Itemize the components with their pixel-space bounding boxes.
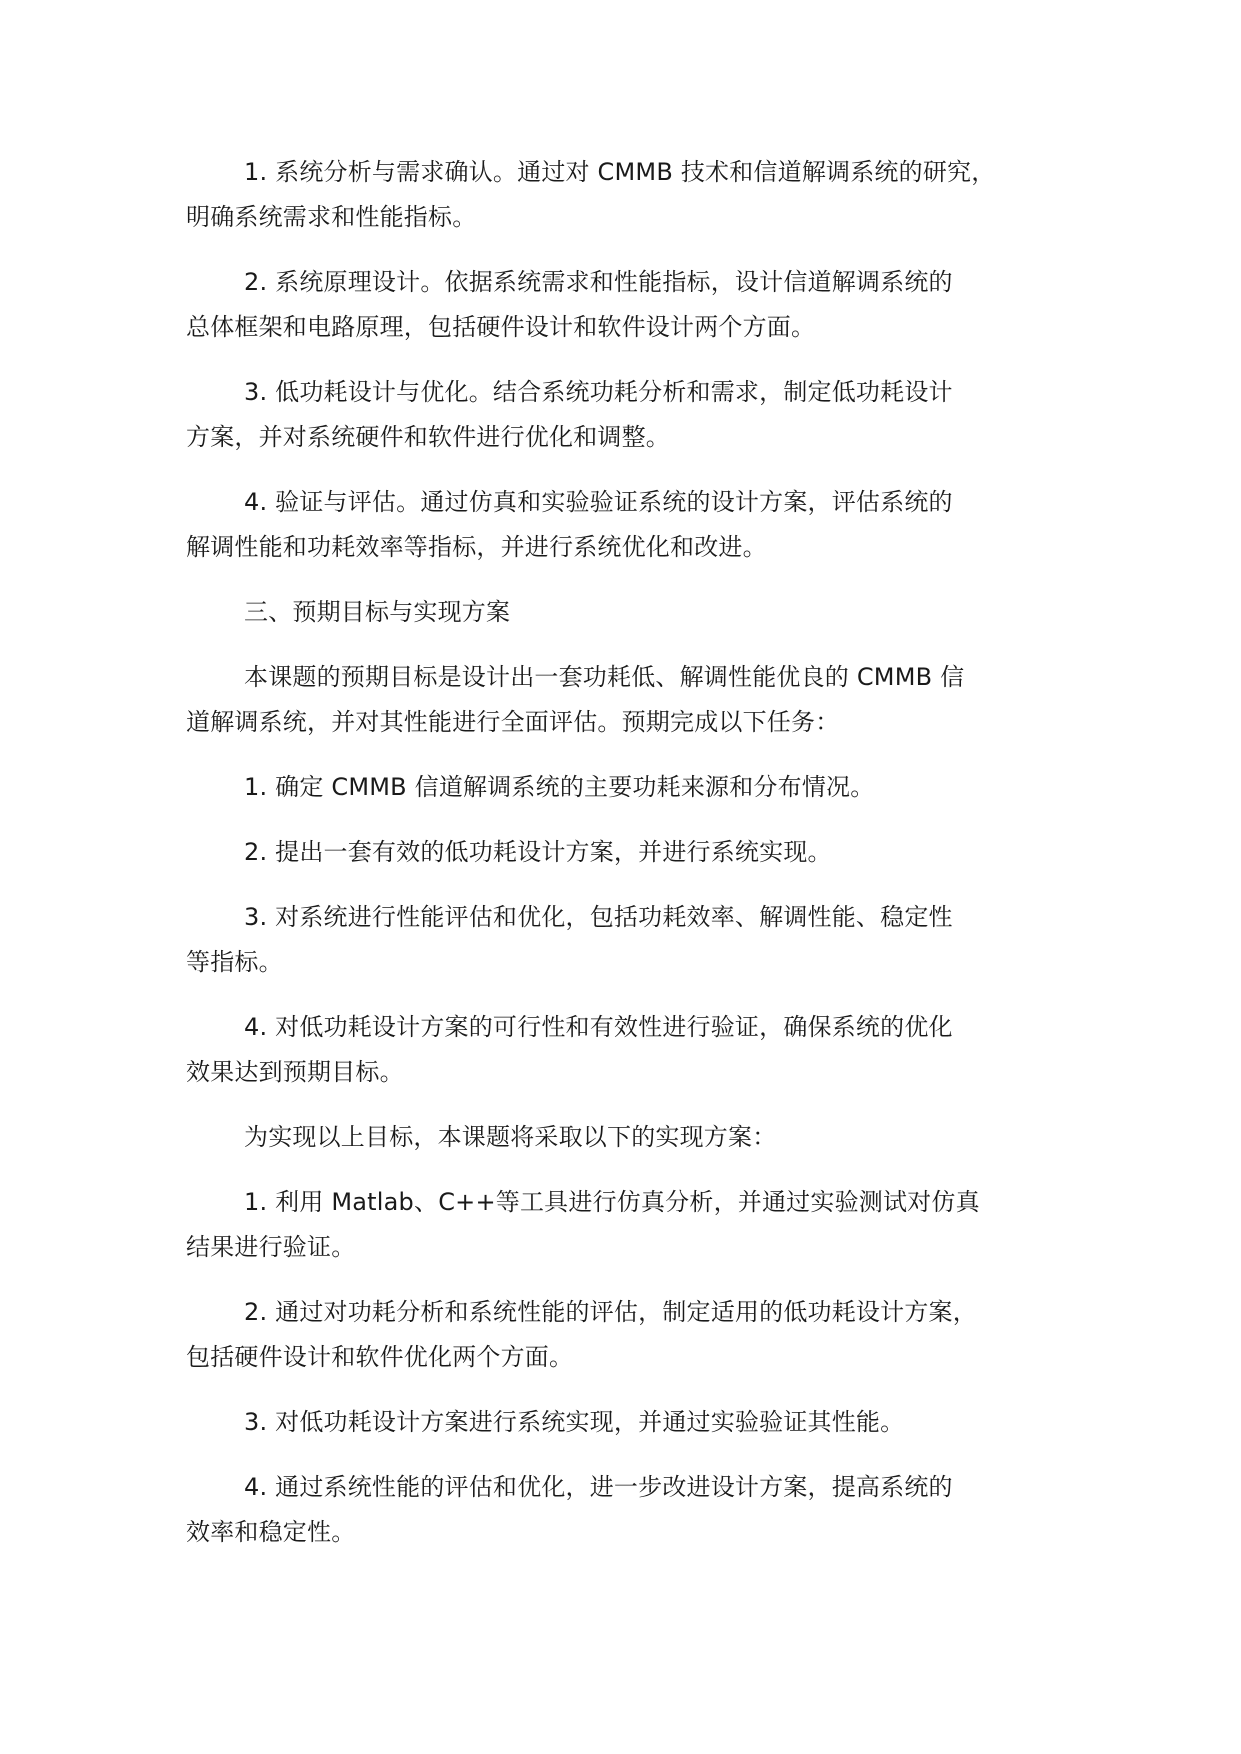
paragraph-plan-2: 2. 通过对功耗分析和系统性能的评估，制定适用的低功耗设计方案， 包括硬件设计和软件优化两个方面。 bbox=[186, 1298, 977, 1371]
paragraph-task-2: 2. 提出一套有效的低功耗设计方案，并进行系统实现。 bbox=[244, 838, 832, 866]
paragraph-plan-3: 3. 对低功耗设计方案进行系统实现，并通过实验验证其性能。 bbox=[244, 1408, 905, 1436]
paragraph-task-3: 3. 对系统进行性能评估和优化，包括功耗效率、解调性能、稳定性 等指标。 bbox=[186, 903, 953, 976]
paragraph-plan-4: 4. 通过系统性能的评估和优化，进一步改进设计方案，提高系统的 效率和稳定性。 bbox=[186, 1473, 953, 1546]
paragraph-step-2: 2. 系统原理设计。依据系统需求和性能指标，设计信道解调系统的 总体框架和电路原理，包括硬件设计和软件设计两个方面。 bbox=[186, 268, 953, 341]
paragraph-task-1: 1. 确定 CMMB 信道解调系统的主要功耗来源和分布情况。 bbox=[244, 773, 875, 801]
paragraph-plan-1: 1. 利用 Matlab、C++等工具进行仿真分析，并通过实验测试对仿真 结果进行验证。 bbox=[186, 1188, 980, 1261]
document-body bbox=[186, 150, 1086, 1575]
paragraph-step-3: 3. 低功耗设计与优化。结合系统功耗分析和需求，制定低功耗设计 方案，并对系统硬件和软件进行优化和调整。 bbox=[186, 378, 953, 451]
paragraph-step-4: 4. 验证与评估。通过仿真和实验验证系统的设计方案，评估系统的 解调性能和功耗效率等指标，并进行系统优化和改进。 bbox=[186, 488, 953, 561]
paragraph-step-1: 1. 系统分析与需求确认。通过对 CMMB 技术和信道解调系统的研究， 明确系统需求和性能指标。 bbox=[186, 158, 996, 231]
paragraph-goal-intro: 本课题的预期目标是设计出一套功耗低、解调性能优良的 CMMB 信 道解调系统，并对其性能进行全面评估。预期完成以下任务： bbox=[186, 663, 965, 736]
section-heading: 三、预期目标与实现方案 bbox=[244, 598, 511, 626]
paragraph-plan-intro: 为实现以上目标，本课题将采取以下的实现方案： bbox=[244, 1123, 777, 1151]
paragraph-task-4: 4. 对低功耗设计方案的可行性和有效性进行验证，确保系统的优化 效果达到预期目标。 bbox=[186, 1013, 953, 1086]
